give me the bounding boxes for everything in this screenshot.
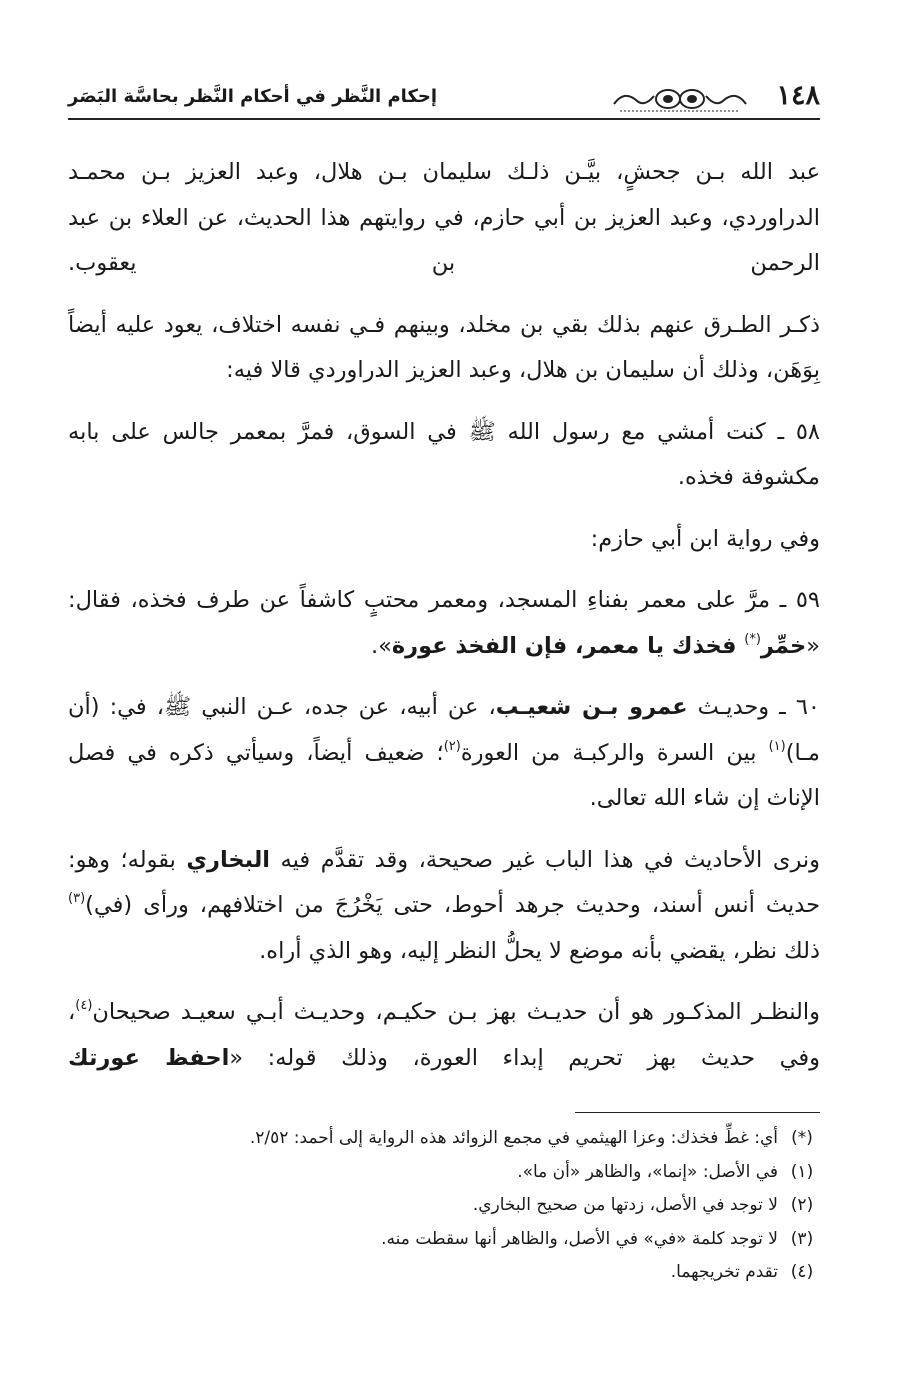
opinion-text: ونرى الأحاديث في هذا الباب غير صحيحة، وقد تقدَّم فيه <box>270 846 821 873</box>
view-text-2: ، وفي حديث بهز تحريم إبداء العورة، وذلك قوله: « <box>68 999 820 1071</box>
footnote-3 <box>68 1223 820 1257</box>
page-number: ١٤٨ <box>776 80 820 111</box>
view-text: والنظـر المذكـور هو أن حديـث بهز بـن حكيـم، وحديـث أبـي سعيـد صحيحان <box>92 999 820 1025</box>
footnote-marker: (*) <box>791 1128 813 1148</box>
footnote-ref-2: (٢) <box>443 738 461 754</box>
footnote-marker: (٣) <box>790 1228 814 1249</box>
footnote-marker: (٢) <box>790 1195 814 1215</box>
hadith-59 <box>68 578 820 669</box>
hadith-59-close: ». <box>370 632 392 659</box>
paragraph-ibn-abi-hazim: وفي رواية ابن أبي حازم: <box>590 525 820 552</box>
page-header <box>68 78 820 120</box>
bukhari-name: البخاري <box>186 846 270 873</box>
footnote-ref-4: (٤) <box>75 998 93 1013</box>
view-quote: احفظ عورتك <box>68 1044 230 1071</box>
paragraph-opinion <box>68 838 820 975</box>
footnote-text: لا توجد كلمة «في» في الأصل، والظاهر أنها سقطت منه. <box>381 1228 778 1249</box>
hadith-60 <box>68 685 820 822</box>
decorative-ornament-icon <box>610 84 750 114</box>
opinion-text-2: بقوله؛ وهو: حديث أنس أسند، وحديث جرهد أحوط، حتى يَخْرُجَ من اختلافهم، ورأى (في) <box>68 846 820 918</box>
footnote-rule <box>575 1112 820 1113</box>
hadith-59-quote: فخذك يا معمر، فإن الفخذ عورة <box>391 632 745 659</box>
hadith-59-quote-word: خمِّر <box>760 632 807 659</box>
hadith-59-text: ٥٩ ـ مرَّ على معمر بفناءِ المسجد، ومعمر محتبٍ كاشفاً عن طرف فخذه، فقال: « <box>68 587 820 659</box>
narrator-name: عمرو بـن شعيـب <box>495 694 688 720</box>
footnote-text: في الأصل: «إنما»، والظاهر «أن ما». <box>517 1161 778 1182</box>
hadith-60-text-2: بين السرة والركبـة من العورة <box>460 739 769 766</box>
hadith-58: ٥٨ ـ كنت أمشي مع رسول الله ﷺ في السوق، فمرَّ بمعمر جالس على بابه مكشوفة فخذه. <box>68 418 820 490</box>
footnote-4 <box>68 1256 820 1290</box>
opinion-text-3: ذلك نظر، يقضي بأنه موضع لا يحلُّ النظر إليه، وهو الذي أراه. <box>259 937 820 964</box>
hadith-60-text: ، عن أبيه، عن جده، عـن النبي ﷺ، في: (أن مـا) <box>68 694 820 766</box>
footnotes <box>68 1122 820 1290</box>
paragraph-view <box>68 990 820 1081</box>
footnote-ref-3: (٣) <box>68 891 86 906</box>
running-title: إحكام النَّظر في أحكام النَّظر بحاسَّة البَصَر <box>68 86 438 107</box>
footnote-1 <box>68 1156 820 1190</box>
footnote-ref-1: (١) <box>768 738 786 754</box>
footnote-marker: (٤) <box>790 1262 814 1282</box>
footnote-ref-star: (*) <box>744 631 761 647</box>
hadith-60-text-3: ؛ ضعيف أيضاً، وسيأتي ذكره في فصل الإناث إن شاء الله تعالى. <box>68 739 820 811</box>
footnote-2 <box>68 1189 820 1223</box>
footnote-text: أي: غطِّ فخذك: وعزا الهيثمي في مجمع الزوائد هذه الرواية إلى أحمد: ٢/٥٢. <box>249 1128 778 1148</box>
footnote-text: تقدم تخريجهما. <box>670 1262 778 1282</box>
paragraph-1: عبد الله بـن جحشٍ، بيَّـن ذلـك سليمان بـن هلال، وعبد العزيز بـن محمـد الدراوردي، وعبد العزيز بن أبي حازم، في روايتهم هذا الحديث، عن العلاء بن عبد الرحمن بن يعقوب. <box>68 159 820 276</box>
header-rule <box>68 118 820 120</box>
paragraph-2: ذكـر الطـرق عنهم بذلك بقي بن مخلد، وبينهم فـي نفسه اختلاف، يعود عليه أيضاً بِوَهَن، وذلك أن سليمان بن هلال، وعبد العزيز الدراوردي قالا فيه: <box>68 311 820 383</box>
main-text <box>68 150 820 1097</box>
footnote-marker: (١) <box>790 1161 814 1182</box>
footnote-star <box>68 1122 820 1156</box>
hadith-60-prefix: ٦٠ ـ وحديـث <box>687 694 820 720</box>
footnote-text: لا توجد في الأصل، زدتها من صحيح البخاري. <box>472 1195 778 1215</box>
